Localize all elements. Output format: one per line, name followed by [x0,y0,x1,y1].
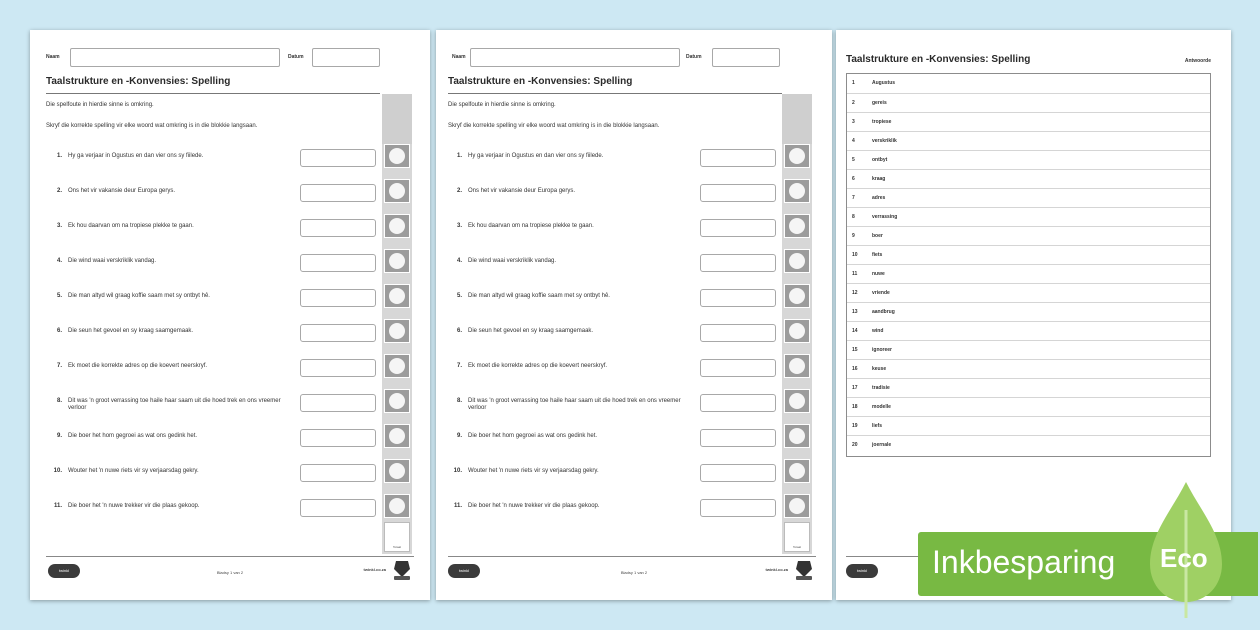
answer-number: 20 [852,442,858,448]
question-text: Die wind waai verskriklik vandag. [468,258,557,264]
question-row [48,254,378,278]
question-row [48,394,378,418]
page-number: Bladsy 1 van 2 [620,570,648,575]
question-number: 10. [453,468,462,474]
question-text: Ons het vir vakansie deur Europa gerys. [468,188,576,194]
answer-number: 9 [852,233,855,239]
score-circle-icon [389,288,405,304]
instruction-line-2: Skryf die korrekte spelling vir elke woord wat omkring is in die blokkie langsaan. [46,123,258,129]
question-text: Die boer het 'n nuwe trekker vir die plaas gekoop. [468,503,600,509]
question-number: 11. [53,503,62,509]
question-text: Die boer het hom gegroei as wat ons gedink het. [468,433,598,439]
score-cell[interactable] [384,424,410,448]
answer-word: fiets [872,252,883,258]
question-text: Die man altyd wil graag koffie saam met sy ontbyt hê. [68,293,210,299]
answer-box[interactable] [300,429,376,447]
question-number: 1. [456,153,462,159]
question-number: 9. [56,433,62,439]
question-text: Dit was 'n groot verrassing toe haile haar saam uit die hoed trek en ons vreemer verloor [468,398,681,411]
score-cell[interactable] [384,144,410,168]
question-row [448,219,778,243]
question-row [48,429,378,453]
answer-word: boer [872,233,883,239]
answer-number: 5 [852,157,855,163]
answer-word: modelle [872,404,891,410]
answer-box[interactable] [700,184,776,202]
answer-box[interactable] [700,429,776,447]
answer-word: liefs [872,423,883,429]
worksheet-page-color [30,30,430,600]
answer-word: nuwe [872,271,885,277]
answer-box[interactable] [700,324,776,342]
answer-box[interactable] [300,184,376,202]
answer-box[interactable] [300,499,376,517]
score-circle-icon [789,498,805,514]
date-label: Datum [686,54,702,60]
answer-word: keuse [872,366,887,372]
name-date-row [452,48,816,68]
score-cell[interactable] [784,214,810,238]
eco-badge-text: Eco [1160,543,1208,573]
answer-row [847,207,1210,226]
question-number: 6. [56,328,62,334]
score-column [782,94,812,554]
question-number: 1. [56,153,62,159]
score-cell[interactable] [384,249,410,273]
answer-word: tropiese [872,119,892,125]
worksheet-title: Taalstrukture en -Konvensies: Spelling [448,76,633,87]
question-number: 5. [456,293,462,299]
score-circle-icon [389,358,405,374]
question-row [448,394,778,418]
answer-box[interactable] [300,324,376,342]
question-text: Dit was 'n groot verrassing toe haile haar saam uit die hoed trek en ons vreemer verloor [68,398,281,411]
footer-divider [448,556,816,557]
score-circle-icon [789,463,805,479]
answer-number: 12 [852,290,858,296]
answer-row [847,74,1210,93]
score-cell[interactable] [784,249,810,273]
question-text: Hy ga verjaar in Ogustus en dan vier ons sy fiilede. [68,153,204,159]
score-circle-icon [789,183,805,199]
date-field[interactable] [312,48,380,67]
answer-number: 19 [852,423,858,429]
worksheet-title: Taalstrukture en -Konvensies: Spelling [46,76,231,87]
question-number: 9. [456,433,462,439]
question-text: Wouter het 'n nuwe riets vir sy verjaarsdag gekry. [468,468,599,474]
answer-box[interactable] [300,464,376,482]
instruction-line-1: Die spelfoute in hierdie sinne is omkring. [46,102,154,108]
question-number: 4. [56,258,62,264]
score-circle-icon [389,498,405,514]
answer-row [847,359,1210,378]
answer-word: vriende [872,290,890,296]
footer-url: twinkl.co.za [363,567,386,572]
question-number: 8. [56,398,62,404]
question-number: 6. [456,328,462,334]
question-row [448,289,778,313]
score-cell[interactable] [384,389,410,413]
footer-url: twinkl.co.za [765,567,788,572]
answer-number: 3 [852,119,855,125]
question-row [48,184,378,208]
question-text: Ek hou daarvan om na tropiese plekke te gaan. [68,223,194,229]
score-circle-icon [389,218,405,234]
score-circle-icon [389,183,405,199]
question-number: 8. [456,398,462,404]
question-text: Ek moet die korrekte adres op die koevert neerskryf. [468,363,608,369]
answer-number: 10 [852,252,858,258]
quality-stamp-icon [392,559,412,581]
question-text: Die seun het gevoel en sy kraag saamgemaak. [68,328,194,334]
logo-text: twinkl [458,568,469,573]
score-circle-icon [789,218,805,234]
answer-row [847,340,1210,359]
answer-number: 16 [852,366,858,372]
question-row [48,289,378,313]
answer-word: adres [872,195,886,201]
question-text: Die seun het gevoel en sy kraag saamgemaak. [468,328,594,334]
title-divider [46,93,380,94]
score-cell[interactable] [384,214,410,238]
question-number: 7. [56,363,62,369]
name-field[interactable] [470,48,680,67]
score-circle-icon [789,428,805,444]
name-field[interactable] [70,48,280,67]
score-circle-icon [789,288,805,304]
score-circle-icon [389,428,405,444]
answer-word: ignoreer [872,347,893,353]
score-cell[interactable] [384,354,410,378]
score-cell[interactable] [784,179,810,203]
score-circle-icon [789,358,805,374]
answer-number: 8 [852,214,855,220]
question-row [48,219,378,243]
score-circle-icon [389,323,405,339]
score-total-label: Totaal [392,545,401,549]
question-row [48,324,378,348]
answer-number: 17 [852,385,858,391]
answers-title: Taalstrukture en -Konvensies: Spelling [846,54,1031,65]
answer-number: 11 [852,271,858,277]
logo-text: twinkl [58,568,69,573]
answer-row [847,283,1210,302]
answer-box[interactable] [700,464,776,482]
answer-box[interactable] [700,254,776,272]
answer-number: 7 [852,195,855,201]
question-row [48,359,378,383]
date-label: Datum [288,54,304,60]
question-row [448,324,778,348]
answers-label: Antwoorde [1184,58,1211,64]
answer-box[interactable] [300,289,376,307]
question-row [448,149,778,173]
answer-box[interactable] [300,359,376,377]
answer-number: 15 [852,347,858,353]
answer-box[interactable] [700,499,776,517]
score-cell[interactable] [384,284,410,308]
twinkl-logo [846,564,878,578]
question-row [448,464,778,488]
question-text: Ek moet die korrekte adres op die koevert neerskryf. [68,363,208,369]
question-text: Hy ga verjaar in Ogustus en dan vier ons sy fiilede. [468,153,604,159]
score-cell[interactable] [384,459,410,483]
answer-word: aandbrug [872,309,895,315]
question-number: 10. [53,468,62,474]
answer-number: 6 [852,176,855,182]
question-text: Die boer het 'n nuwe trekker vir die plaas gekoop. [68,503,200,509]
question-row [48,464,378,488]
score-circle-icon [389,393,405,409]
name-date-row [46,48,414,68]
instruction-line-2: Skryf die korrekte spelling vir elke woord wat omkring is in die blokkie langsaan. [448,123,660,129]
answer-row [847,416,1210,435]
score-cell[interactable] [384,319,410,343]
date-field[interactable] [712,48,780,67]
question-text: Ek hou daarvan om na tropiese plekke te gaan. [468,223,594,229]
question-text: Die man altyd wil graag koffie saam met sy ontbyt hê. [468,293,610,299]
answer-word: gereis [872,100,887,106]
name-label: Naam [452,54,466,60]
answer-word: ontbyt [872,157,888,163]
answer-box[interactable] [700,359,776,377]
answer-number: 18 [852,404,858,410]
score-cell[interactable] [784,319,810,343]
answer-word: tradisie [872,385,890,391]
quality-stamp-icon [794,559,814,581]
question-row [448,429,778,453]
answer-row [847,321,1210,340]
answer-word: joernale [872,442,892,448]
answer-row [847,435,1210,454]
answer-box[interactable] [700,289,776,307]
answer-box[interactable] [300,149,376,167]
score-cell[interactable] [784,389,810,413]
name-label: Naam [46,54,60,60]
answer-number: 4 [852,138,855,144]
question-number: 4. [456,258,462,264]
answer-number: 2 [852,100,855,106]
score-circle-icon [389,148,405,164]
answer-row [847,245,1210,264]
answer-row [847,131,1210,150]
score-column-header [382,94,412,144]
answer-word: verskriklik [872,138,897,144]
score-cell[interactable] [384,179,410,203]
question-row [448,499,778,523]
score-circle-icon [789,148,805,164]
score-column [382,94,412,554]
answer-word: Augustus [872,80,896,86]
question-text: Die wind waai verskriklik vandag. [68,258,157,264]
answer-word: wind [872,328,884,334]
title-divider [448,93,782,94]
score-total-box[interactable] [784,522,810,552]
answers-table [846,73,1211,457]
answer-row [847,188,1210,207]
question-number: 3. [456,223,462,229]
score-circle-icon [789,323,805,339]
question-row [48,149,378,173]
score-column-header [782,94,812,144]
answer-number: 14 [852,328,858,334]
question-number: 3. [56,223,62,229]
score-cell[interactable] [784,494,810,518]
question-number: 5. [56,293,62,299]
ink-saving-text: Inkbesparing [932,544,1116,580]
answer-box[interactable] [700,219,776,237]
answer-row [847,93,1210,112]
question-row [448,254,778,278]
question-text: Die boer het hom gegroei as wat ons gedink het. [68,433,198,439]
answer-box[interactable] [700,394,776,412]
question-number: 2. [456,188,462,194]
question-row [448,359,778,383]
answer-row [847,378,1210,397]
answer-row [847,112,1210,131]
instruction-line-1: Die spelfoute in hierdie sinne is omkring. [448,102,556,108]
answer-row [847,264,1210,283]
score-circle-icon [389,253,405,269]
answer-number: 13 [852,309,858,315]
score-circle-icon [789,253,805,269]
question-text: Ons het vir vakansie deur Europa gerys. [68,188,176,194]
answer-box[interactable] [700,149,776,167]
worksheet-page-bw [436,30,832,600]
question-number: 11. [453,503,462,509]
question-row [48,499,378,523]
page-number: Bladsy 1 van 2 [216,570,244,575]
answer-row [847,150,1210,169]
logo-text: twinkl [856,568,867,573]
score-circle-icon [389,463,405,479]
answer-row [847,302,1210,321]
question-number: 2. [56,188,62,194]
answer-box[interactable] [300,219,376,237]
score-circle-icon [789,393,805,409]
question-text: Wouter het 'n nuwe riets vir sy verjaarsdag gekry. [68,468,199,474]
footer-divider [46,556,414,557]
score-cell[interactable] [784,459,810,483]
question-number: 7. [456,363,462,369]
score-total-box[interactable] [384,522,410,552]
score-cell[interactable] [384,494,410,518]
answer-box[interactable] [300,394,376,412]
answer-box[interactable] [300,254,376,272]
answer-number: 1 [852,80,855,86]
answer-row [847,169,1210,188]
answer-row [847,397,1210,416]
score-cell[interactable] [784,144,810,168]
answer-word: kraag [872,176,886,182]
score-cell[interactable] [784,284,810,308]
answer-word: verrassing [872,214,898,220]
score-total-label: Totaal [792,545,801,549]
answer-row [847,226,1210,245]
question-row [448,184,778,208]
score-cell[interactable] [784,424,810,448]
score-cell[interactable] [784,354,810,378]
